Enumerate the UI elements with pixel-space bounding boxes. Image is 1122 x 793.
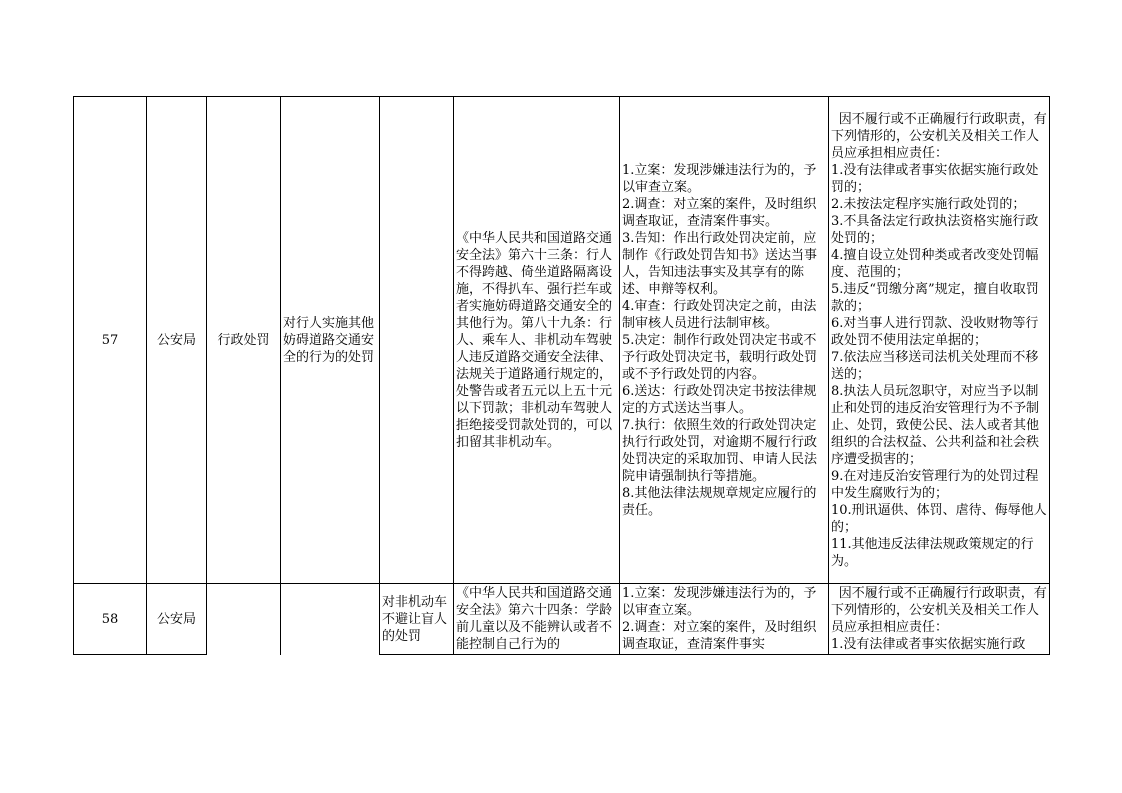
process-item: 7.执行：依照生效的行政处罚决定执行行政处罚，对逾期不履行行政处罚决定的采取加罚、申请人民法院申请强制执行等措施。 bbox=[622, 417, 818, 484]
responsibility-item: 1.没有法律或者事实依据实施行政处罚的； bbox=[831, 162, 1039, 195]
item-name-cell: 对行人实施其他妨碍道路交通安全的行为的处罚 bbox=[281, 97, 380, 584]
responsibility-cell bbox=[829, 97, 1050, 584]
responsibility-item: 6.对当事人进行罚款、没收财物等行政处罚不使用法定单据的； bbox=[831, 315, 1039, 348]
process-cell bbox=[620, 97, 829, 584]
legal-basis-cell: 《中华人民共和国道路交通安全法》第六十四条：学龄前儿童以及不能辨认或者不能控制自己行为的 bbox=[454, 584, 620, 655]
responsibility-item: 7.依法应当移送司法机关处理而不移送的； bbox=[831, 349, 1039, 382]
item-name-cell bbox=[281, 584, 380, 655]
process-item: 3.告知：作出行政处罚决定前，应制作《行政处罚告知书》送达当事人，告知违法事实及其享有的陈述、申辩等权利。 bbox=[622, 230, 818, 297]
process-item: 2.调查：对立案的案件，及时组织调查取证，查清案件事实 bbox=[622, 620, 817, 652]
power-category-cell bbox=[207, 584, 281, 655]
row-number: 58 bbox=[74, 584, 147, 655]
process-item: 4.审查：行政处罚决定之前，由法制审核人员进行法制审核。 bbox=[622, 298, 817, 331]
responsibility-item: 3.不具备法定行政执法资格实施行政处罚的； bbox=[831, 213, 1039, 246]
responsibility-item: 1.没有法律或者事实依据实施行政 bbox=[831, 637, 1026, 652]
row-number: 57 bbox=[74, 97, 147, 584]
process-item: 2.调查：对立案的案件，及时组织调查取证，查清案件事实。 bbox=[622, 196, 817, 229]
table-row bbox=[74, 97, 1050, 584]
responsibility-item: 9.在对违反治安管理行为的处罚过程中发生腐败行为的； bbox=[831, 468, 1039, 501]
powers-list-table bbox=[73, 96, 1050, 655]
responsibility-item: 11.其他违反法律法规政策规定的行为。 bbox=[831, 536, 1034, 569]
process-item: 1.立案：发现涉嫌违法行为的，予以审查立案。 bbox=[622, 162, 817, 195]
sub-item-cell: 对非机动车不避让盲人的处罚 bbox=[380, 584, 454, 655]
responsibility-item: 4.擅自设立处罚种类或者改变处罚幅度、范围的； bbox=[831, 247, 1039, 280]
table-row bbox=[74, 584, 1050, 655]
responsibility-item: 5.违反“罚缴分离”规定，擅自收取罚款的； bbox=[831, 281, 1039, 314]
process-item: 6.送达：行政处罚决定书按法律规定的方式送达当事人。 bbox=[622, 383, 817, 416]
department-cell: 公安局 bbox=[147, 97, 207, 584]
power-category-cell: 行政处罚 bbox=[207, 97, 281, 584]
process-cell bbox=[620, 584, 829, 655]
responsibility-item: 因不履行或不正确履行行政职责，有下列情形的，公安机关及相关工作人员应承担相应责任： bbox=[831, 111, 1047, 161]
responsibility-item: 因不履行或不正确履行行政职责，有下列情形的，公安机关及相关工作人员应承担相应责任： bbox=[831, 586, 1047, 635]
responsibility-item: 10.刑讯逼供、体罚、虐待、侮辱他人的； bbox=[831, 502, 1047, 535]
sub-item-cell bbox=[380, 97, 454, 584]
process-list bbox=[622, 162, 826, 519]
process-item: 5.决定：制作行政处罚决定书或不予行政处罚决定书，载明行政处罚或不予行政处罚的内容。 bbox=[622, 332, 818, 382]
department-cell: 公安局 bbox=[147, 584, 207, 655]
responsibility-item: 8.执法人员玩忽职守，对应当予以制止和处罚的违反治安管理行为不予制止、处罚，致使公民、法人或者其他组织的合法权益、公共利益和社会秩序遭受损害的； bbox=[831, 383, 1040, 467]
legal-basis-cell: 《中华人民共和国道路交通安全法》第六十三条：行人不得跨越、倚坐道路隔离设施，不得扒车、强行拦车或者实施妨碍道路交通安全的其他行为。第八十九条：行人、乘车人、非机动车驾驶人违反道路交通安全法律、法规关于道路通行规定的，处警告或者五元以上五十元以下罚款；非机动车驾驶人拒绝接受罚款处罚的，可以扣留其非机动车。 bbox=[454, 97, 620, 584]
process-item: 1.立案：发现涉嫌违法行为的，予以审查立案。 bbox=[622, 586, 817, 618]
responsibility-item: 2.未按法定程序实施行政处罚的； bbox=[831, 196, 1026, 212]
responsibility-cell bbox=[829, 584, 1050, 655]
process-item: 8.其他法律法规规章规定应履行的责任。 bbox=[622, 485, 817, 518]
